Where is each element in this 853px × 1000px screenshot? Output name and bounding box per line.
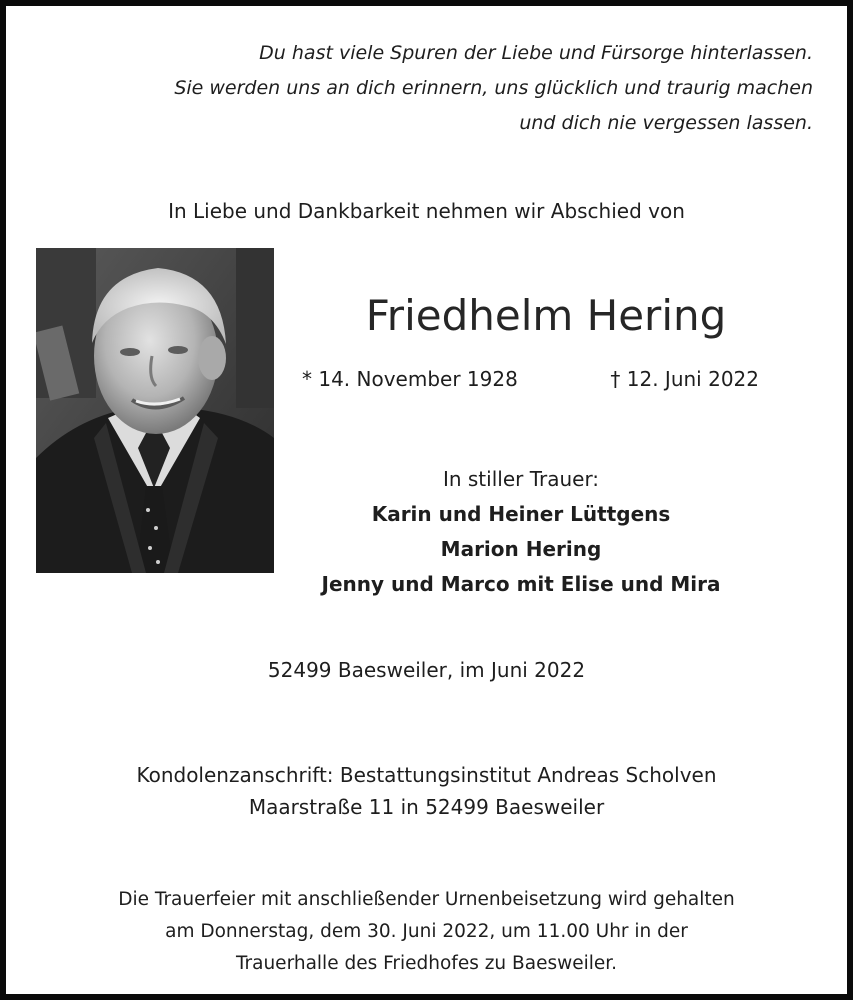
service-line-2: am Donnerstag, dem 30. Juni 2022, um 11.00 Uhr in der bbox=[165, 921, 688, 942]
poem-line-1: Du hast viele Spuren der Liebe und Fürsorge hinterlassen. bbox=[259, 42, 813, 64]
mourner-name: Karin und Heiner Lüttgens bbox=[371, 502, 671, 526]
service-line-3: Trauerhalle des Friedhofes zu Baesweiler. bbox=[235, 953, 618, 974]
birth-date: * 14. November 1928 bbox=[302, 367, 518, 391]
place-and-date: 52499 Baesweiler, im Juni 2022 bbox=[267, 658, 586, 682]
portrait-photo bbox=[36, 248, 274, 573]
deceased-name: Friedhelm Hering bbox=[365, 291, 727, 340]
memorial-poem bbox=[174, 36, 813, 141]
mourners-heading: In stiller Trauer: bbox=[442, 467, 600, 491]
poem-line-3: und dich nie vergessen lassen. bbox=[519, 112, 813, 134]
death-date: † 12. Juni 2022 bbox=[610, 367, 759, 391]
mourner-name: Marion Hering bbox=[440, 537, 602, 561]
poem-line-2: Sie werden uns an dich erinnern, uns glücklich und traurig machen bbox=[174, 77, 813, 99]
condolence-line-2: Maarstraße 11 in 52499 Baesweiler bbox=[248, 795, 605, 819]
funeral-service-info bbox=[6, 884, 847, 980]
condolence-line-1: Kondolenzanschrift: Bestattungsinstitut Andreas Scholven bbox=[136, 763, 717, 787]
mourner-name: Jenny und Marco mit Elise und Mira bbox=[321, 572, 721, 596]
mourners-block bbox=[296, 462, 746, 602]
farewell-intro: In Liebe und Dankbarkeit nehmen wir Abschied von bbox=[168, 199, 685, 223]
service-line-1: Die Trauerfeier mit anschließender Urnenbeisetzung wird gehalten bbox=[118, 889, 735, 910]
condolence-address bbox=[6, 759, 847, 823]
